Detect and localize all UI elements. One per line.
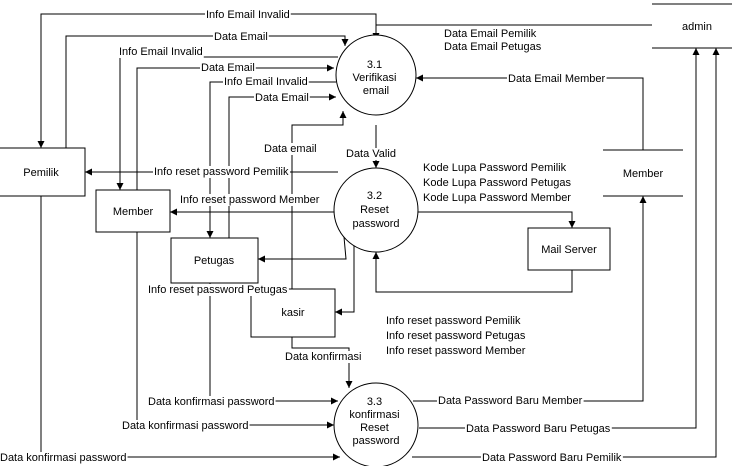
kasir-entity[interactable]: [251, 289, 335, 337]
process-verifikasi-email[interactable]: [336, 35, 416, 115]
mail-server-label: Mail Server: [541, 244, 597, 256]
shapes: [0, 4, 732, 466]
flow-label-info-email-invalid-petugas: Info Email Invalid: [224, 76, 308, 88]
edge-reset-to-kasir: [335, 245, 354, 312]
edge-memberstore-to-verifikasi: [416, 78, 643, 150]
flow-label-data-email-petugas: Data Email: [255, 92, 309, 104]
flow-label-data-valid: Data Valid: [346, 148, 396, 160]
member-store[interactable]: [603, 150, 683, 196]
process-verifikasi-label: 3.1 Verifikasi email: [352, 59, 397, 97]
flow-label-info-reset-member: Info reset password Member: [180, 194, 320, 206]
edge-reset-to-petugas: [258, 237, 346, 259]
note-admin-emails: Data Email Pemilik Data Email Petugas: [444, 28, 542, 53]
pemilik-label: Pemilik: [23, 167, 59, 179]
kasir-label: kasir: [281, 307, 305, 319]
flow-label-data-password-baru-member: Data Password Baru Member: [438, 395, 583, 407]
edge-verifikasi-to-pemilik-invalid: [41, 14, 376, 148]
petugas-label: Petugas: [193, 255, 235, 267]
flow-label-data-konfirmasi-password-petugas: Data konfirmasi password: [148, 396, 275, 408]
note-kode-lupa-password: Kode Lupa Password Pemilik Kode Lupa Password Petugas Kode Lupa Password Member: [423, 162, 571, 204]
process-reset-password[interactable]: [334, 168, 418, 252]
flow-label-data-email-pemilik: Data Email: [214, 31, 268, 43]
member-store-label: Member: [622, 168, 664, 180]
flow-label-info-email-invalid-pemilik: Info Email Invalid: [206, 9, 290, 21]
petugas-entity[interactable]: [171, 238, 258, 283]
member-entity[interactable]: [96, 190, 170, 232]
process-konfirmasi-label: 3.3 konfirmasi Reset password: [349, 396, 400, 447]
pemilik-entity[interactable]: [0, 148, 85, 196]
flow-label-data-konfirmasi-password-member: Data konfirmasi password: [122, 420, 249, 432]
flow-label-info-reset-pemilik: Info reset password Pemilik: [154, 166, 289, 178]
member-label: Member: [112, 206, 154, 218]
note-info-reset-group: Info reset password Pemilik Info reset password Petugas Info reset password Member: [386, 315, 526, 357]
process-reset-label: 3.2 Reset password: [352, 190, 400, 230]
flow-label-info-reset-petugas: Info reset password Petugas: [148, 284, 288, 296]
flow-label-data-password-baru-pemilik: Data Password Baru Pemilik: [482, 452, 622, 464]
flow-label-data-email-member-store: Data Email Member: [508, 73, 606, 85]
flow-label-data-password-baru-petugas: Data Password Baru Petugas: [466, 423, 611, 435]
flow-label-data-email-member: Data Email: [201, 62, 255, 74]
flow-label-info-email-invalid-member: Info Email Invalid: [119, 46, 203, 58]
edge-reset-to-mailserver: [416, 212, 572, 228]
flow-label-data-email-kasir: Data email: [264, 143, 317, 155]
mail-server-entity[interactable]: [528, 228, 610, 270]
flow-label-data-konfirmasi-password-pemilik: Data konfirmasi password: [0, 452, 127, 464]
edge-konfirmasi-to-memberstore: [413, 196, 643, 401]
flow-label-data-konfirmasi: Data konfirmasi: [285, 351, 362, 363]
process-konfirmasi-reset[interactable]: [334, 383, 418, 466]
admin-label: admin: [682, 21, 712, 33]
admin-store[interactable]: [652, 4, 732, 48]
